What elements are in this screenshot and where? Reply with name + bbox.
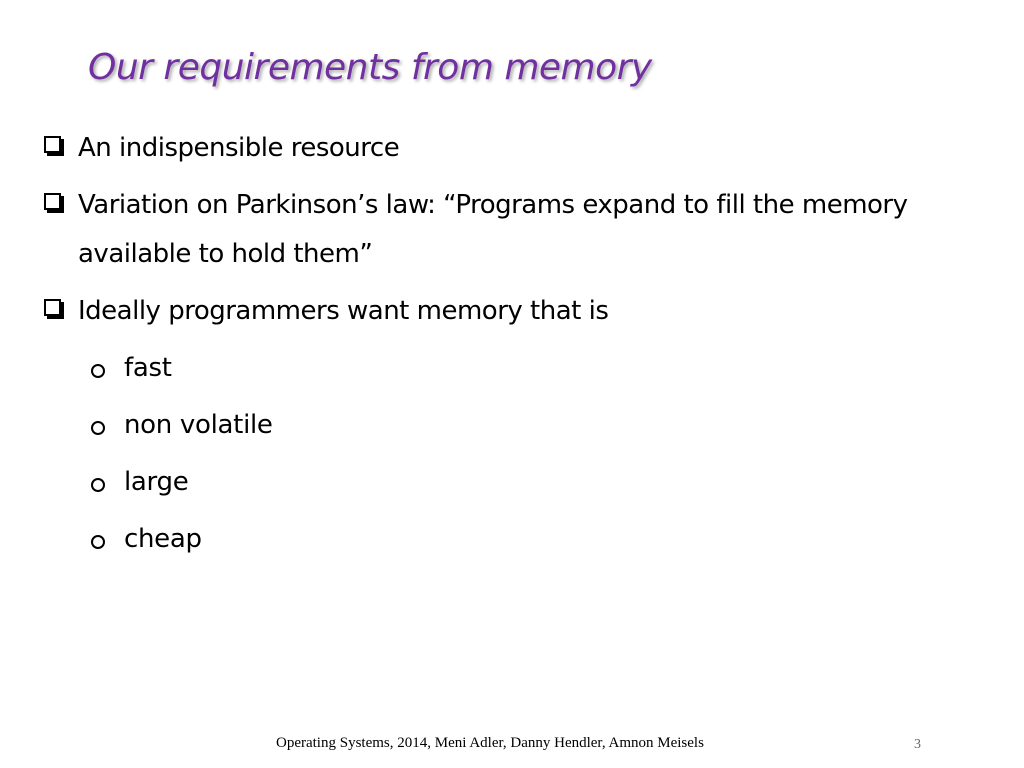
subbullet-item <box>44 458 1014 507</box>
subbullet-text: large <box>124 467 189 497</box>
circle-icon <box>91 364 105 378</box>
circle-icon <box>91 535 105 549</box>
subbullet-text: cheap <box>124 524 202 554</box>
bullet-text: Ideally programmers want memory that is <box>78 296 609 326</box>
subbullet-item <box>44 515 1014 564</box>
page-number: 3 <box>914 737 921 752</box>
bullet-item <box>44 181 1014 279</box>
bullet-text: Variation on Parkinson’s law: “Programs expand to fill the memory available to hold them” <box>78 190 908 269</box>
checkbox-icon <box>44 193 61 210</box>
subbullet-text: non volatile <box>124 410 273 440</box>
slide-title: Our requirements from memory <box>88 47 652 88</box>
bullet-text: An indispensible resource <box>78 133 400 163</box>
checkbox-icon <box>44 299 61 316</box>
slide-footer: Operating Systems, 2014, Meni Adler, Danny Hendler, Amnon Meisels <box>276 735 704 751</box>
subbullet-item <box>44 344 1014 393</box>
bullet-item <box>44 124 1014 173</box>
subbullet-item <box>44 401 1014 450</box>
checkbox-icon <box>44 136 61 153</box>
subbullet-list <box>44 344 1014 564</box>
circle-icon <box>91 478 105 492</box>
bullet-item <box>44 287 1014 336</box>
subbullet-text: fast <box>124 353 172 383</box>
bullet-list <box>44 124 1014 572</box>
circle-icon <box>91 421 105 435</box>
